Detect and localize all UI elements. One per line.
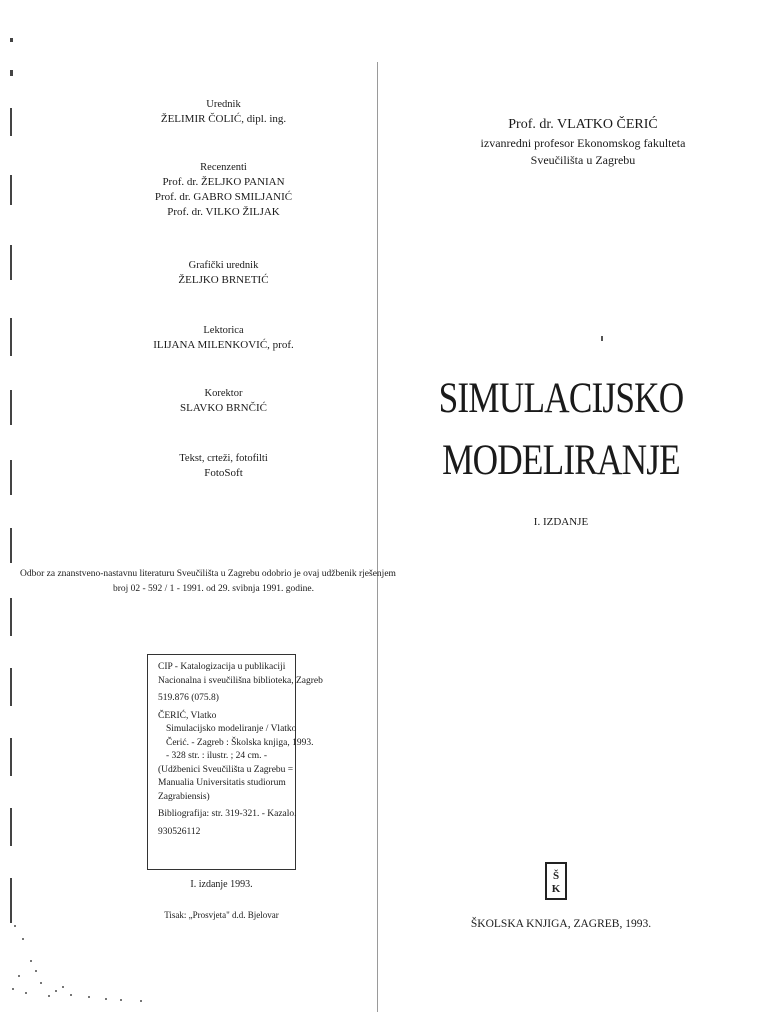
publisher-logo bbox=[545, 862, 567, 900]
book-title bbox=[401, 368, 721, 492]
svg-text:K: K bbox=[551, 883, 561, 895]
credit-role: Tekst, crteži, fotofilti bbox=[179, 453, 268, 464]
edition-year: I. izdanje 1993. bbox=[190, 879, 253, 890]
credit-name: ŽELJKO BRNETIĆ bbox=[178, 274, 269, 286]
cip-line: Simulacijsko modeliranje / Vlatko bbox=[166, 724, 297, 734]
credit-name: ILIJANA MILENKOVIĆ, prof. bbox=[153, 339, 294, 351]
approval-line: Odbor za znanstveno-nastavnu literaturu Sveučilišta u Zagrebu odobrio je ovaj udžbenik rješenjem bbox=[20, 569, 396, 579]
cip-line: Čerić. - Zagreb : Školska knjiga, 1993. bbox=[166, 737, 314, 748]
title-page bbox=[378, 0, 768, 1024]
credit-role: Lektorica bbox=[203, 325, 244, 336]
credit-role: Urednik bbox=[206, 99, 241, 110]
publisher-logo-icon bbox=[548, 866, 564, 896]
cip-line: (Udžbenici Sveučilišta u Zagrebu = bbox=[158, 764, 294, 775]
author-name: Prof. dr. VLATKO ČERIĆ bbox=[508, 117, 658, 132]
cip-line: Manualia Universitatis studiorum bbox=[158, 778, 286, 788]
credit-name: Prof. dr. ŽELJKO PANIAN bbox=[162, 176, 285, 188]
cip-record-box bbox=[147, 654, 323, 870]
credit-name: FotoSoft bbox=[204, 467, 243, 479]
credit-typesetting bbox=[50, 451, 397, 481]
scan-edge-marks bbox=[0, 0, 30, 1024]
credit-name: SLAVKO BRNČIĆ bbox=[180, 402, 267, 414]
title-line: MODELIRANJE bbox=[442, 437, 680, 484]
imprint-page bbox=[20, 0, 396, 1024]
credit-proofreader bbox=[50, 386, 397, 416]
scan-mark bbox=[601, 336, 603, 341]
printer-info: Tisak: „Prosvjeta" d.d. Bjelovar bbox=[164, 910, 279, 920]
credit-reviewers bbox=[50, 160, 397, 220]
credit-name: Prof. dr. VILKO ŽILJAK bbox=[167, 206, 280, 218]
credit-language-editor bbox=[50, 323, 397, 353]
approval-line: broj 02 - 592 / 1 - 1991. od 29. svibnja 1991. godine. bbox=[112, 584, 315, 594]
svg-text:Š: Š bbox=[552, 870, 560, 882]
credit-name: Prof. dr. GABRO SMILJANIĆ bbox=[154, 191, 293, 203]
cip-line: - 328 str. : ilustr. ; 24 cm. - bbox=[166, 751, 268, 761]
title-line: SIMULACIJSKO bbox=[438, 375, 684, 422]
credit-role: Recenzenti bbox=[200, 162, 247, 173]
author-affiliation: Sveučilišta u Zagrebu bbox=[530, 153, 636, 167]
credit-editor bbox=[50, 97, 397, 127]
author-affiliation: izvanredni profesor Ekonomskog fakulteta bbox=[480, 136, 686, 150]
credit-graphic-editor bbox=[50, 258, 397, 288]
scan-noise bbox=[0, 920, 160, 1010]
cip-author: ČERIĆ, Vlatko bbox=[158, 710, 217, 721]
cip-id-number: 930526112 bbox=[158, 826, 201, 837]
credit-name: ŽELIMIR ČOLIĆ, dipl. ing. bbox=[160, 113, 287, 125]
credit-role: Grafički urednik bbox=[188, 260, 259, 271]
cip-line: Zagrabiensis) bbox=[158, 791, 210, 802]
credit-role: Korektor bbox=[204, 388, 243, 399]
cip-line: Nacionalna i sveučilišna biblioteka, Zagreb bbox=[158, 675, 323, 686]
edition-label: I. IZDANJE bbox=[533, 516, 589, 528]
approval-notice bbox=[20, 567, 396, 597]
cip-bibliography: Bibliografija: str. 319-321. - Kazalo. bbox=[158, 809, 297, 819]
author-block bbox=[388, 115, 768, 169]
publisher-imprint: ŠKOLSKA KNJIGA, ZAGREB, 1993. bbox=[470, 918, 652, 930]
cip-line: CIP - Katalogizacija u publikaciji bbox=[158, 662, 286, 672]
cip-classification: 519.876 (075.8) bbox=[158, 693, 219, 703]
